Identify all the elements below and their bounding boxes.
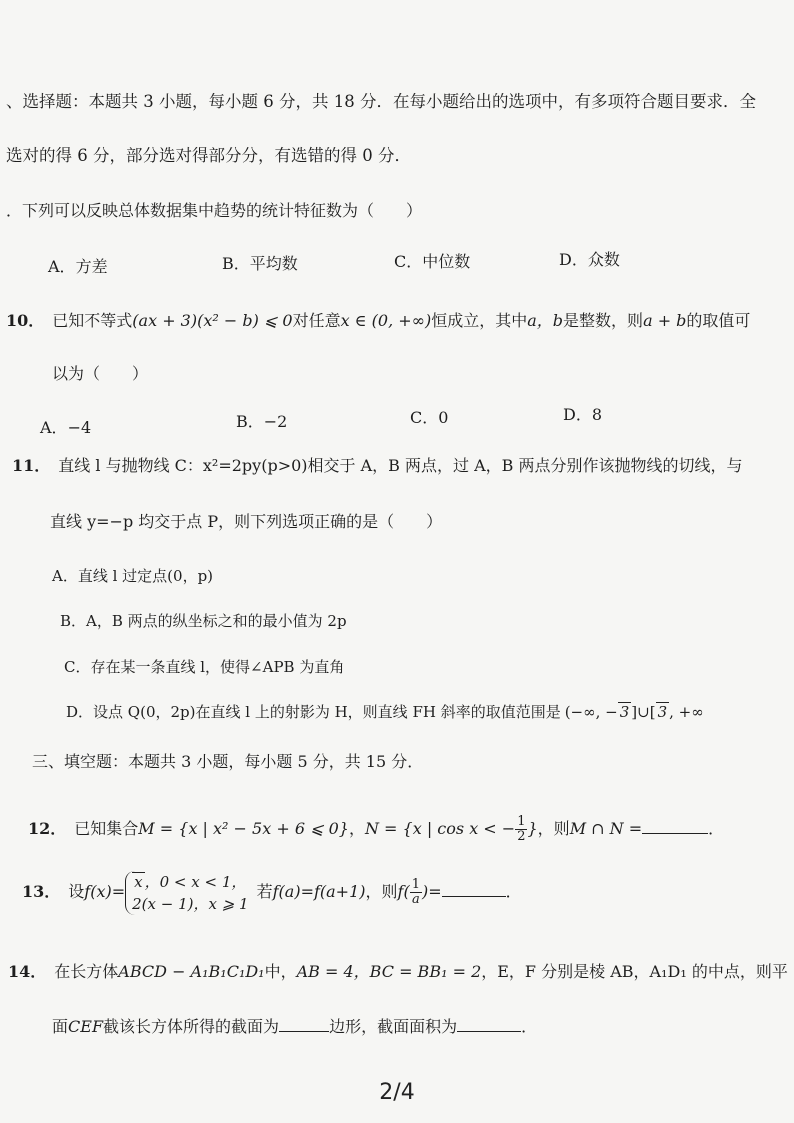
set-m: M = {x | x² − 5x + 6 ⩽ 0} — [138, 819, 349, 838]
option-text: 众数 — [587, 250, 620, 269]
option-text: 存在某一条直线 l，使得∠APB 为直角 — [90, 658, 345, 676]
option-text: 直线 l 过定点(0，p) — [77, 567, 214, 585]
question-9-stem: ．下列可以反映总体数据集中趋势的统计特征数为（ ） — [6, 201, 423, 220]
slope-range-a: (−∞, − — [564, 703, 618, 721]
question-9-option-b[interactable] — [222, 254, 298, 274]
question-13-stem — [22, 866, 522, 918]
question-9-option-d[interactable] — [559, 250, 620, 270]
question-11-option-b[interactable] — [60, 611, 347, 631]
f-eval-pre: f( — [397, 882, 410, 901]
slope-range-c: , +∞ — [669, 703, 704, 721]
question-number: 13． — [22, 882, 61, 901]
stem-text: ，则 — [537, 819, 570, 838]
question-10-option-b[interactable] — [236, 412, 287, 432]
stem-text: 已知集合 — [74, 819, 139, 838]
question-12-stem — [28, 812, 724, 846]
section-header-multiple-choice: 、选择题：本题共 3 小题，每小题 6 分，共 18 分．在每小题给出的选项中，有多项符合题目要求．全 — [6, 92, 756, 111]
option-label: D． — [66, 703, 94, 721]
option-label: B． — [236, 412, 264, 431]
slope-range-b: ]∪[ — [631, 703, 656, 721]
question-10-stem — [6, 311, 750, 331]
question-11-option-c[interactable] — [64, 657, 344, 677]
question-number: 11． — [12, 456, 51, 475]
question-number: 12． — [28, 819, 67, 838]
option-text: −4 — [67, 418, 92, 437]
option-label: B． — [60, 612, 87, 630]
stem-text: 设 — [68, 882, 85, 901]
question-number: 14． — [8, 962, 47, 981]
variables: a，b — [527, 311, 564, 330]
option-label: C． — [410, 408, 439, 427]
option-label: D． — [559, 250, 588, 269]
option-label: C． — [64, 658, 91, 676]
question-10-option-a[interactable] — [40, 418, 91, 438]
condition: f(a)=f(a+1) — [272, 882, 366, 901]
question-9-option-c[interactable] — [394, 252, 470, 272]
period: ． — [521, 1017, 538, 1036]
piecewise-function — [125, 871, 248, 915]
question-10-option-c[interactable] — [410, 408, 448, 428]
set-n-b: } — [527, 819, 538, 838]
option-text: A，B 两点的纵坐标之和的最小值为 2p — [86, 612, 347, 630]
sum-expression: a + b — [643, 311, 687, 330]
stem-text: 是整数，则 — [563, 311, 644, 330]
domain-expression: x ∈ (0, +∞) — [340, 311, 432, 330]
question-11-option-d[interactable] — [66, 702, 704, 722]
stem-text: 恒成立，其中 — [431, 311, 528, 330]
stem-text: ，则 — [365, 882, 398, 901]
option-text: 平均数 — [249, 254, 298, 273]
answer-blank-polygon[interactable] — [279, 1017, 329, 1032]
question-11-option-a[interactable] — [52, 566, 213, 586]
stem-text: 若 — [256, 882, 273, 901]
stem-text: 面 — [52, 1017, 69, 1036]
stem-text: 对任意 — [292, 311, 341, 330]
option-label: A． — [52, 567, 78, 585]
sqrt-three: 3 — [619, 703, 630, 721]
period: ． — [708, 819, 725, 838]
solid-name: ABCD − A₁B₁C₁D₁ — [118, 962, 265, 981]
question-11-stem-cont: 直线 y=−p 均交于点 P，则下列选项正确的是（ ） — [50, 512, 443, 531]
stem-text: 截该长方体所得的截面为 — [103, 1017, 280, 1036]
section-header-fill-in: 三、填空题：本题共 3 小题，每小题 5 分，共 15 分． — [32, 752, 424, 771]
option-text: 中位数 — [422, 252, 471, 271]
stem-text: 边形，截面面积为 — [329, 1017, 458, 1036]
question-14-stem — [8, 962, 788, 982]
intersection: M ∩ N = — [569, 819, 643, 838]
question-9-option-a[interactable] — [48, 257, 108, 277]
function-name: f(x)= — [84, 882, 126, 901]
option-text: 设点 Q(0，2p)在直线 l 上的射影为 H，则直线 FH 斜率的取值范围是 — [93, 703, 561, 721]
case-2: 2(x − 1)，x ⩾ 1 — [132, 894, 249, 913]
case-1-condition: ，0 < x < 1， — [144, 872, 247, 891]
option-text: 0 — [438, 408, 449, 427]
question-11-stem — [12, 456, 743, 476]
set-n-a: N = {x | cos x < − — [364, 819, 516, 838]
stem-text: 直线 l 与抛物线 C：x²=2py(p>0)相交于 A，B 两点，过 A，B 两点分别作该抛物线的切线，与 — [58, 456, 743, 475]
page-indicator: 2/4 — [379, 1080, 415, 1105]
stem-text: ，E，F 分别是棱 AB，A₁D₁ 的中点，则平 — [481, 962, 788, 981]
stem-text: 中， — [264, 962, 297, 981]
option-text: 方差 — [75, 257, 108, 276]
question-10-stem-cont: 以为（ ） — [52, 364, 149, 383]
section-header-multiple-choice-cont: 选对的得 6 分，部分选对得部分分，有选错的得 0 分． — [6, 146, 411, 165]
answer-blank[interactable] — [442, 882, 506, 897]
sqrt-x: x — [134, 872, 143, 891]
stem-text: 已知不等式 — [52, 311, 133, 330]
sqrt-three: 3 — [657, 703, 668, 721]
stem-text: ， — [348, 819, 365, 838]
f-eval-post: )= — [421, 882, 442, 901]
option-text: −2 — [263, 412, 288, 431]
option-label: A． — [40, 418, 68, 437]
plane-name: CEF — [68, 1017, 104, 1036]
period: ． — [505, 882, 522, 901]
option-label: B． — [222, 254, 250, 273]
option-label: A． — [48, 257, 76, 276]
option-text: 8 — [591, 405, 603, 424]
question-10-option-d[interactable] — [563, 405, 602, 425]
option-label: C． — [394, 252, 423, 271]
stem-text: 在长方体 — [54, 962, 119, 981]
inequality: (ax + 3)(x² − b) ⩽ 0 — [132, 311, 293, 330]
question-14-stem-cont — [52, 1017, 537, 1037]
option-label: D． — [563, 405, 592, 424]
answer-blank-area[interactable] — [457, 1017, 521, 1032]
question-number: 10． — [6, 311, 45, 330]
fraction-one-half: $\frac{1}{2}$ — [517, 814, 526, 844]
answer-blank[interactable] — [642, 819, 708, 834]
stem-text: 的取值可 — [686, 311, 751, 330]
fraction-one-over-a: $\frac{1}{a}$ — [411, 877, 420, 907]
edge-lengths: AB = 4，BC = BB₁ = 2 — [296, 962, 482, 981]
